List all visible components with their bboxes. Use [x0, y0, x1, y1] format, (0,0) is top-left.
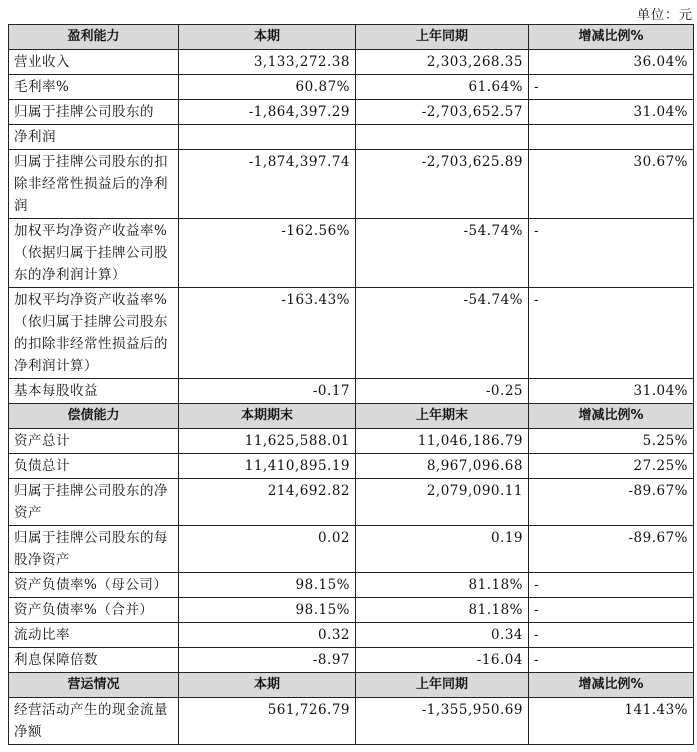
table-row: [9, 573, 694, 598]
row-label: 归属于挂牌公司股东的扣除非经常性损益后的净利润: [9, 150, 179, 219]
header-cell: 上年同期: [356, 25, 529, 50]
row-label: 利息保障倍数: [9, 648, 179, 673]
table-row: [9, 598, 694, 623]
header-cell: 增减比例%: [529, 673, 694, 698]
value-cell: 31.04%: [529, 379, 694, 404]
header-cell: 增减比例%: [529, 404, 694, 429]
header-cell: 本期: [179, 673, 356, 698]
header-cell: 本期: [179, 25, 356, 50]
table-row: [9, 623, 694, 648]
row-label: 加权平均净资产收益率%（依据归属于挂牌公司股东的净利润计算）: [9, 219, 179, 288]
value-cell: -1,864,397.29: [179, 100, 356, 125]
value-cell: 60.87%: [179, 75, 356, 100]
value-cell: 61.64%: [356, 75, 529, 100]
row-label: 资产负债率%（合并）: [9, 598, 179, 623]
table-row: [9, 125, 694, 150]
value-cell: -8.97: [179, 648, 356, 673]
value-cell: [179, 125, 356, 150]
value-cell: 0.34: [356, 623, 529, 648]
header-cell: 盈利能力: [9, 25, 179, 50]
value-cell: [529, 125, 694, 150]
value-cell: 2,079,090.11: [356, 479, 529, 526]
table-row: [9, 526, 694, 573]
value-cell: -162.56%: [179, 219, 356, 288]
value-cell: -89.67%: [529, 526, 694, 573]
value-cell: 11,410,895.19: [179, 454, 356, 479]
row-label: 归属于挂牌公司股东的净资产: [9, 479, 179, 526]
table-row: [9, 150, 694, 219]
value-cell: 11,046,186.79: [356, 429, 529, 454]
table-row: [9, 100, 694, 125]
unit-label: 单位：元: [636, 8, 693, 23]
value-cell: -: [529, 573, 694, 598]
row-label: 毛利率%: [9, 75, 179, 100]
value-cell: 30.67%: [529, 150, 694, 219]
value-cell: -: [529, 75, 694, 100]
value-cell: -0.17: [179, 379, 356, 404]
header-cell: 偿债能力: [9, 404, 179, 429]
table-row: [9, 75, 694, 100]
value-cell: -54.74%: [356, 288, 529, 379]
table-row: [9, 379, 694, 404]
row-label: 流动比率: [9, 623, 179, 648]
value-cell: 36.04%: [529, 50, 694, 75]
value-cell: -16.04: [356, 648, 529, 673]
value-cell: 27.25%: [529, 454, 694, 479]
value-cell: 8,967,096.68: [356, 454, 529, 479]
table-row: [9, 698, 694, 745]
value-cell: -1,355,950.69: [356, 698, 529, 745]
value-cell: -: [529, 598, 694, 623]
table-row: [9, 454, 694, 479]
table-row: [9, 429, 694, 454]
row-label: 负债总计: [9, 454, 179, 479]
value-cell: -54.74%: [356, 219, 529, 288]
table-row: [9, 219, 694, 288]
value-cell: 0.02: [179, 526, 356, 573]
section-header-row: [9, 404, 694, 429]
value-cell: -163.43%: [179, 288, 356, 379]
value-cell: -89.67%: [529, 479, 694, 526]
row-label: 资产总计: [9, 429, 179, 454]
row-label: 归属于挂牌公司股东的每股净资产: [9, 526, 179, 573]
row-label: 净利润: [9, 125, 179, 150]
header-cell: 上年同期: [356, 673, 529, 698]
table-row: [9, 648, 694, 673]
section-header-row: [9, 673, 694, 698]
value-cell: -0.25: [356, 379, 529, 404]
section-header-row: [9, 25, 694, 50]
row-label: 经营活动产生的现金流量净额: [9, 698, 179, 745]
value-cell: 0.32: [179, 623, 356, 648]
value-cell: 81.18%: [356, 598, 529, 623]
row-label: 营业收入: [9, 50, 179, 75]
value-cell: 214,692.82: [179, 479, 356, 526]
value-cell: -2,703,625.89: [356, 150, 529, 219]
value-cell: 2,303,268.35: [356, 50, 529, 75]
financial-indicators-table: [8, 24, 694, 745]
value-cell: 3,133,272.38: [179, 50, 356, 75]
table-row: [9, 288, 694, 379]
value-cell: [356, 125, 529, 150]
value-cell: -: [529, 219, 694, 288]
row-label: 资产负债率%（母公司）: [9, 573, 179, 598]
value-cell: 5.25%: [529, 429, 694, 454]
row-label: 加权平均净资产收益率%（依归属于挂牌公司股东的扣除非经常性损益后的净利润计算）: [9, 288, 179, 379]
value-cell: -: [529, 648, 694, 673]
table-row: [9, 479, 694, 526]
header-cell: 增减比例%: [529, 25, 694, 50]
header-cell: 上年期末: [356, 404, 529, 429]
value-cell: 98.15%: [179, 598, 356, 623]
value-cell: 98.15%: [179, 573, 356, 598]
value-cell: 81.18%: [356, 573, 529, 598]
row-label: 基本每股收益: [9, 379, 179, 404]
value-cell: -: [529, 288, 694, 379]
value-cell: -2,703,652.57: [356, 100, 529, 125]
value-cell: 0.19: [356, 526, 529, 573]
value-cell: 31.04%: [529, 100, 694, 125]
header-cell: 营运情况: [9, 673, 179, 698]
value-cell: 11,625,588.01: [179, 429, 356, 454]
value-cell: 141.43%: [529, 698, 694, 745]
value-cell: -1,874,397.74: [179, 150, 356, 219]
value-cell: 561,726.79: [179, 698, 356, 745]
value-cell: -: [529, 623, 694, 648]
table-row: [9, 50, 694, 75]
header-cell: 本期期末: [179, 404, 356, 429]
row-label: 归属于挂牌公司股东的: [9, 100, 179, 125]
